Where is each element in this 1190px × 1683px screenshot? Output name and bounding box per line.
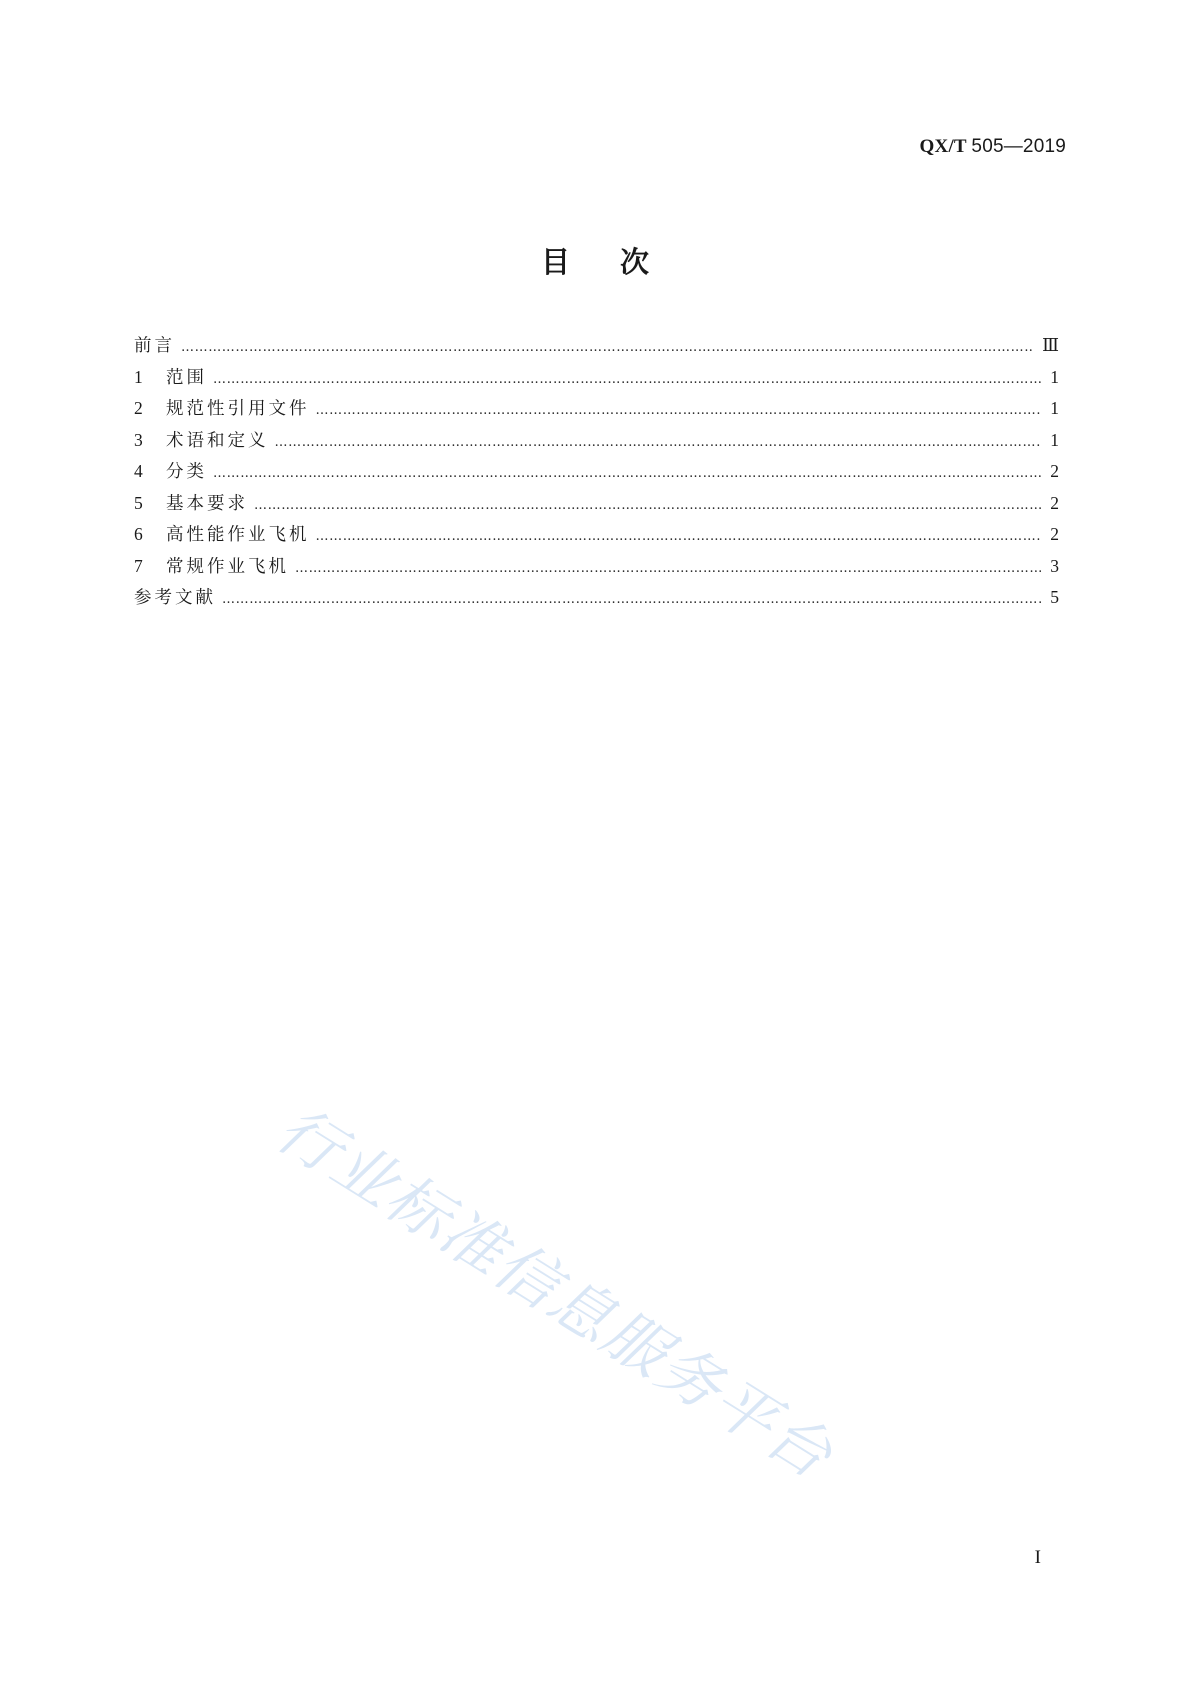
toc-entry-number: 4: [134, 461, 143, 481]
toc-entry-number: 1: [134, 366, 143, 387]
toc-entry-bibliography[interactable]: [134, 584, 1059, 616]
toc-entry-page: 1: [1050, 398, 1059, 418]
toc-entry-page: 2: [1050, 524, 1059, 544]
toc-heading: 目次: [540, 245, 699, 279]
toc-entry-classification[interactable]: [134, 458, 1059, 490]
toc-entry-foreword[interactable]: [134, 332, 1059, 364]
toc-entry-basic-requirements[interactable]: [134, 490, 1059, 522]
toc-entry-label: 规范性引用文件: [166, 399, 310, 419]
toc-entry-label: 参考文献: [134, 588, 216, 608]
toc-leader-dots: [316, 403, 1042, 418]
toc-entry-page: 3: [1050, 555, 1059, 576]
toc-entry-label: 高性能作业飞机: [166, 525, 310, 545]
toc-leader-dots: [295, 561, 1041, 576]
toc-leader-dots: [213, 466, 1041, 481]
standard-number: [920, 136, 1066, 158]
toc-entry-page: 1: [1050, 429, 1059, 450]
toc-entry-label: 范围: [166, 367, 207, 388]
toc-entry-label: 术语和定义: [166, 430, 269, 451]
toc-entry-number: 2: [134, 398, 143, 418]
toc-entry-page: 1: [1050, 366, 1059, 387]
toc-entry-conventional-aircraft[interactable]: [134, 553, 1059, 585]
toc-entry-page: Ⅲ: [1042, 335, 1059, 355]
toc-entry-scope[interactable]: [134, 364, 1059, 396]
toc-entry-terms[interactable]: [134, 427, 1059, 459]
toc-leader-dots: [254, 498, 1041, 513]
toc-entry-number: 7: [134, 555, 143, 576]
toc-leader-dots: [275, 435, 1042, 450]
toc-leader-dots: [316, 529, 1042, 544]
toc-leader-dots: [181, 340, 1034, 355]
toc-entry-page: 5: [1050, 587, 1059, 607]
toc-entry-label: 前言: [134, 336, 175, 356]
toc-entry-page: 2: [1050, 461, 1059, 481]
toc-entry-number: 3: [134, 429, 143, 450]
toc-entry-label: 常规作业飞机: [166, 556, 289, 577]
standard-prefix: QX/T: [919, 136, 967, 157]
toc-leader-dots: [213, 372, 1041, 387]
watermark: 行业标准信息服务平台: [264, 1092, 846, 1494]
toc-entry-label: 基本要求: [166, 493, 248, 514]
toc-leader-dots: [222, 592, 1041, 607]
toc-entry-label: 分类: [166, 462, 207, 482]
standard-digits: 505—2019: [971, 136, 1066, 157]
table-of-contents: [134, 332, 1059, 616]
toc-entry-normative-references[interactable]: [134, 395, 1059, 427]
toc-entry-number: 5: [134, 492, 143, 513]
toc-entry-high-performance-aircraft[interactable]: [134, 521, 1059, 553]
page-number: I: [1034, 1547, 1041, 1568]
toc-entry-page: 2: [1050, 492, 1059, 513]
toc-entry-number: 6: [134, 524, 143, 544]
